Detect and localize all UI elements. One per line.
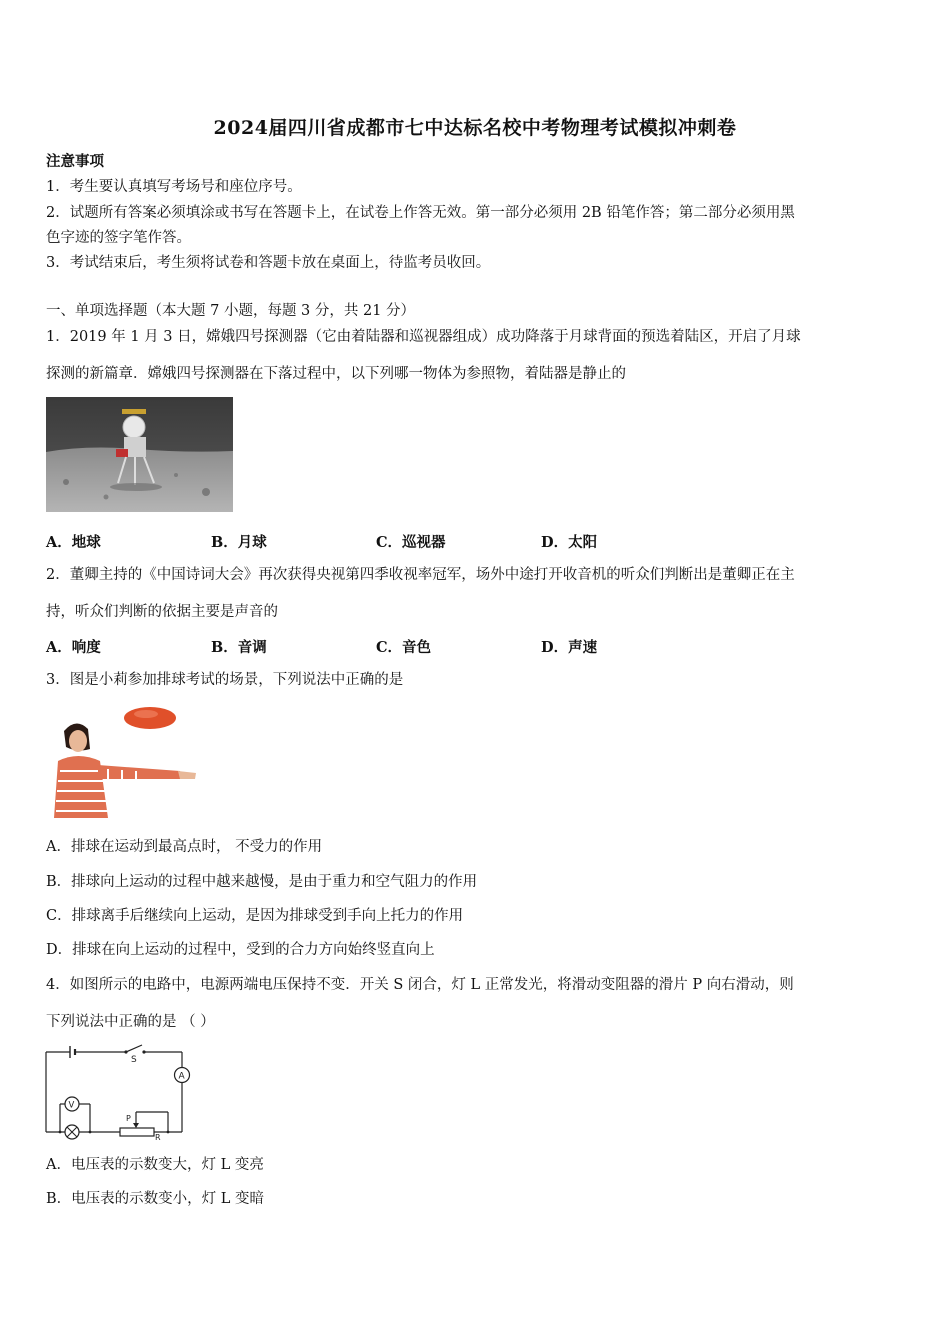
notice-item: 色字迹的签字笔作答。 (46, 230, 191, 246)
question-4-text-cont: 下列说法中正确的是 （ ） (46, 1014, 215, 1030)
volleyball-photo (50, 703, 200, 821)
voltmeter-label: V (68, 1100, 75, 1111)
question-3-text: 3．图是小莉参加排球考试的场景，下列说法中正确的是 (46, 672, 404, 688)
question-1-text-cont: 探测的新篇章．嫦娥四号探测器在下落过程中，以下列哪一物体为参照物，着陆器是静止的 (46, 366, 626, 382)
q1-option-c: C．巡视器 (376, 534, 446, 551)
question-4-text: 4．如图所示的电路中，电源两端电压保持不变．开关 S 闭合，灯 L 正常发光，将滑动变阻器的滑片 P 向右滑动，则 (46, 977, 794, 993)
question-2-text: 2．董卿主持的《中国诗词大会》再次获得央视第四季收视率冠军，场外中途打开收音机的听众们判断出是董卿正在主 (46, 567, 795, 583)
circuit-diagram (42, 1042, 202, 1142)
page-title: 2024届四川省成都市七中达标名校中考物理考试模拟冲刺卷 (213, 117, 737, 139)
q3-option-d: D．排球在向上运动的过程中，受到的合力方向始终竖直向上 (46, 942, 435, 958)
question-2-text-cont: 持，听众们判断的依据主要是声音的 (46, 604, 278, 620)
q3-option-b: B．排球向上运动的过程中越来越慢，是由于重力和空气阻力的作用 (46, 874, 478, 890)
q2-option-b: B．音调 (211, 639, 267, 656)
q4-option-b: B．电压表的示数变小，灯 L 变暗 (46, 1191, 265, 1207)
question-1-text: 1．2019 年 1 月 3 日，嫦娥四号探测器（它由着陆器和巡视器组成）成功降落于月球背面的预选着陆区，开启了月球 (46, 329, 801, 345)
notice-item: 3．考试结束后，考生须将试卷和答题卡放在桌面上，待监考员收回。 (46, 255, 491, 271)
notice-item: 1．考生要认真填写考场号和座位序号。 (46, 179, 302, 195)
q1-option-d: D．太阳 (541, 534, 598, 551)
ammeter-label: A (178, 1071, 185, 1082)
q2-option-d: D．声速 (541, 639, 598, 656)
slider-label: P (126, 1114, 131, 1123)
q4-option-a: A．电压表的示数变大，灯 L 变亮 (46, 1157, 264, 1173)
lunar-lander-photo (46, 397, 233, 512)
rheostat-label: R (155, 1133, 161, 1142)
q2-option-a: A．响度 (46, 639, 101, 656)
q3-option-c: C．排球离手后继续向上运动，是因为排球受到手向上托力的作用 (46, 908, 464, 924)
switch-blade (126, 1045, 142, 1052)
q1-option-b: B．月球 (211, 534, 267, 551)
q2-option-c: C．音色 (376, 639, 432, 656)
notice-heading: 注意事项 (46, 153, 104, 170)
switch-label: S (131, 1055, 137, 1065)
q3-option-a: A．排球在运动到最高点时， 不受力的作用 (46, 839, 323, 855)
rheostat-icon (120, 1128, 154, 1136)
q1-option-a: A．地球 (46, 534, 101, 551)
section-heading: 一、单项选择题（本大题 7 小题，每题 3 分，共 21 分） (46, 303, 416, 319)
notice-item: 2．试题所有答案必须填涂或书写在答题卡上，在试卷上作答无效。第一部分必须用 2B 铅笔作答；第二部分必须用黑 (46, 205, 795, 221)
